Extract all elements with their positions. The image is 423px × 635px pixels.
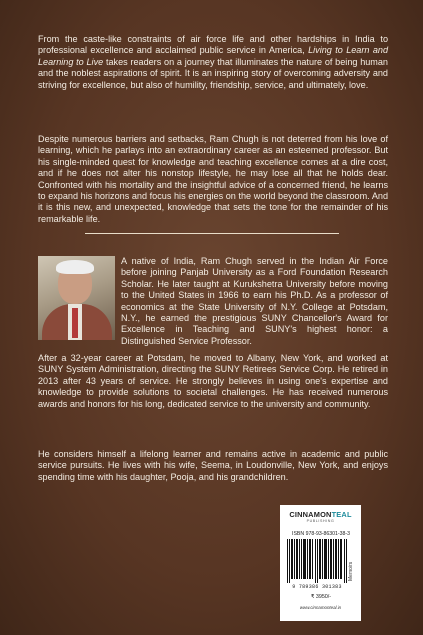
blurb-text: takes readers on a journey that illuminates the nature of being human and the noblest aspirations of spirit. It is an inspiring story of overcoming adversity and striving for excellence, but also of humility, friendship, service, and ultimately, love. — [38, 56, 388, 90]
author-bio-2: After a 32-year career at Potsdam, he moved to Albany, New York, and worked at SUNY System Administration, directing the SUNY Retirees Service Corp. He retired in 2013 after 43 years of service. He strongly believes in using one's expertise and knowledge to provide solutions to societal challenges. He has received numerous awards and honors for his long, dedicated service to the university and community. — [38, 353, 388, 409]
barcode-digits: 9 789386 301383 — [292, 584, 342, 590]
blurb-text: From the caste-like constraints of air force life and other hardships in India to professional excellence and acclaimed public service in America, — [38, 34, 388, 56]
photo-tie — [72, 308, 78, 338]
publisher-tagline: PUBLISHING — [306, 519, 335, 523]
blurb-paragraph-1 — [38, 34, 388, 91]
blurb-paragraph-2: Despite numerous barriers and setbacks, Ram Chugh is not deterred from his love of learning, which he parlays into an extraordinary career as an esteemed professor. But his single-minded quest for knowledge and teaching excellence comes at a dire cost, and if he does not alter his nonstop lifestyle, he may lose all that he holds dear. Confronted with his mortality and the insightful advice of a concerned friend, he learns to expand his horizons and focus his energies on the world beyond the classroom. And it is this new, and unexpected, knowledge that sets the tone for the remainder of his remarkable life. — [38, 134, 388, 224]
author-bio-1: A native of India, Ram Chugh served in the Indian Air Force before joining Panjab University as a Ford Foundation Research Scholar. He later taught at Kurukshetra University before moving to the United States in 1966 to earn his Ph.D. As a professor of economics at the State University of N.Y. College at Potsdam, N.Y., he earned the prestigious SUNY Chancellor's Award for Excellence in Teaching and SUNY's highest honor: a Distinguished Service Professor. — [121, 256, 388, 346]
author-bio-3: He considers himself a lifelong learner and remains active in academic and public service pursuits. He lives with his wife, Seema, in Loudonville, New York, and enjoys spending time with his daughter, Pooja, and his grandchildren. — [38, 449, 388, 482]
price-label: ₹ 3950/- — [310, 594, 332, 600]
publisher-name-b: TEAL — [331, 510, 352, 519]
genre-label: Memoirs — [348, 561, 354, 581]
publisher-website: www.cinnamonteal.in — [299, 605, 342, 610]
barcode-panel — [280, 505, 361, 621]
book-title-inline: Living to Learn and Learning to Live — [38, 45, 388, 67]
publisher-logo — [284, 510, 357, 519]
isbn-text: ISBN 978-93-86301-38-3 — [292, 531, 350, 537]
author-photo — [38, 256, 115, 340]
publisher-name-a: CINNAMON — [289, 510, 332, 519]
barcode-icon — [286, 539, 348, 583]
divider-line — [85, 233, 339, 234]
photo-hair — [56, 260, 94, 274]
